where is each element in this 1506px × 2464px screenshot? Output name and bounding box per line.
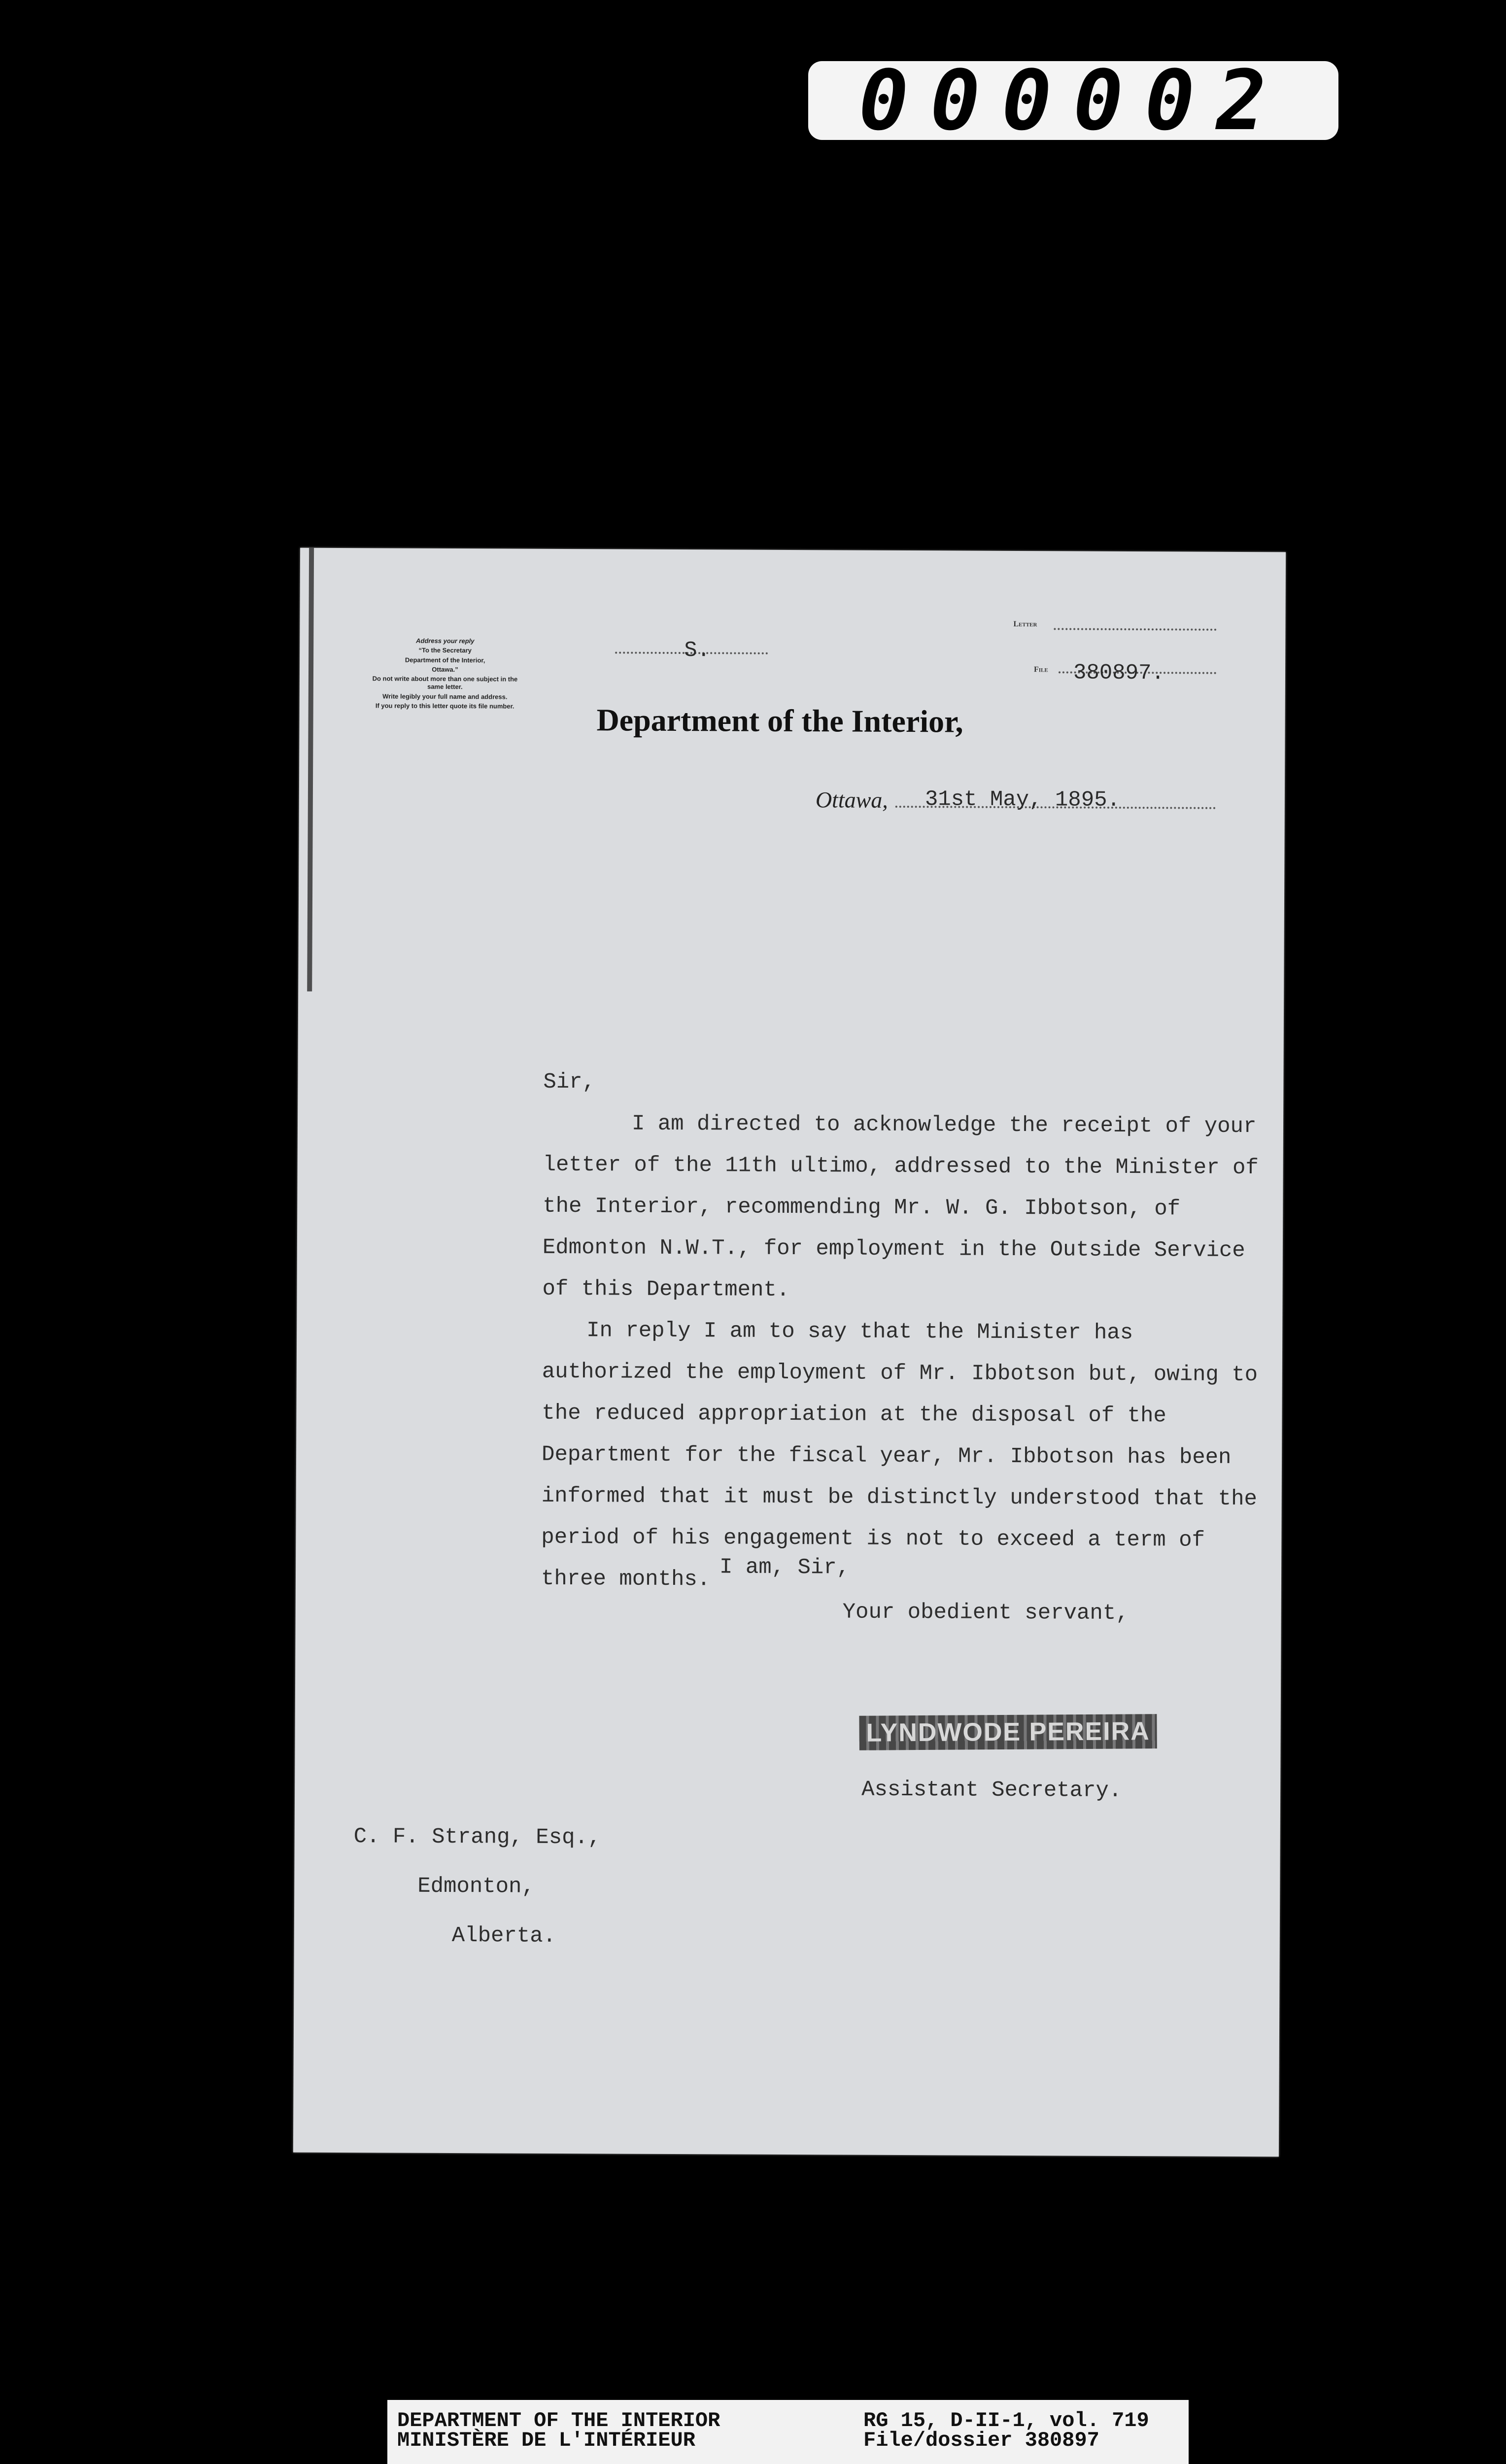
letter-label: Letter: [1013, 619, 1037, 629]
archive-reference-label: [387, 2400, 1189, 2464]
addressee-city: Edmonton,: [417, 1874, 535, 1899]
city-label: Ottawa,: [815, 787, 888, 813]
archive-dept-fr: MINISTÈRE DE L'INTÉRIEUR: [397, 2429, 695, 2452]
instruction-line: Write legibly your full name and address.: [382, 692, 508, 700]
page-edge-shadow: [307, 548, 314, 992]
s-label: S.: [684, 638, 711, 663]
frame-number: 000002: [808, 61, 1338, 140]
file-label: File: [1034, 665, 1048, 674]
closing-line-2: Your obedient servant,: [842, 1600, 1129, 1626]
instruction-line: Do not write about more than one subject in the same letter.: [372, 675, 518, 691]
signature-stamp: LYNDWODE PEREIRA: [859, 1714, 1157, 1750]
letter-date: 31st May, 1895.: [924, 787, 1121, 813]
signatory-title: Assistant Secretary.: [861, 1777, 1122, 1803]
paragraph-2: [541, 1310, 1262, 1603]
archive-file-ref: File/dossier 380897: [863, 2429, 1099, 2452]
addressee-province: Alberta.: [451, 1923, 556, 1949]
instruction-line: Department of the Interior,: [405, 656, 485, 664]
instruction-line: Ottawa.”: [432, 665, 458, 673]
instruction-line: “To the Secretary: [418, 646, 472, 654]
file-number: 380897.: [1073, 660, 1164, 686]
addressee-name: C. F. Strang, Esq.,: [353, 1824, 601, 1850]
instruction-line: Address your reply: [416, 637, 475, 645]
closing-line-1: I am, Sir,: [719, 1555, 850, 1580]
paragraph-2-text: In reply I am to say that the Minister has authorized the employment of Mr. Ibbotson but, owing to the reduced appropriation at the disposal of the Department for the fiscal year, Mr. Ibbotson has been informed that it must be distinctly understood that the period of his engagement is not to exceed a term of three months.: [541, 1318, 1258, 1592]
paragraph-1-text: I am directed to acknowledge the receipt of your letter of the 11th ultimo, addressed to the Minister of the Interior, recommending Mr. W. G. Ibbotson, of Edmonton N.W.T., for employment in the Outside Service of this Department.: [542, 1111, 1259, 1302]
archive-reference: [863, 2411, 1149, 2450]
archive-record-group: RG 15, D-II-1, vol. 719: [863, 2409, 1149, 2432]
salutation: Sir,: [543, 1069, 596, 1095]
department-title: Department of the Interior,: [596, 702, 963, 739]
instruction-line: If you reply to this letter quote its file number.: [375, 702, 514, 710]
letter-field-line: [1054, 628, 1216, 630]
letter-page: [293, 548, 1286, 2157]
paragraph-1: [542, 1103, 1263, 1313]
letter-body: [541, 1061, 1263, 1603]
archive-dept-en: DEPARTMENT OF THE INTERIOR: [397, 2409, 720, 2432]
archive-department: [397, 2411, 720, 2450]
